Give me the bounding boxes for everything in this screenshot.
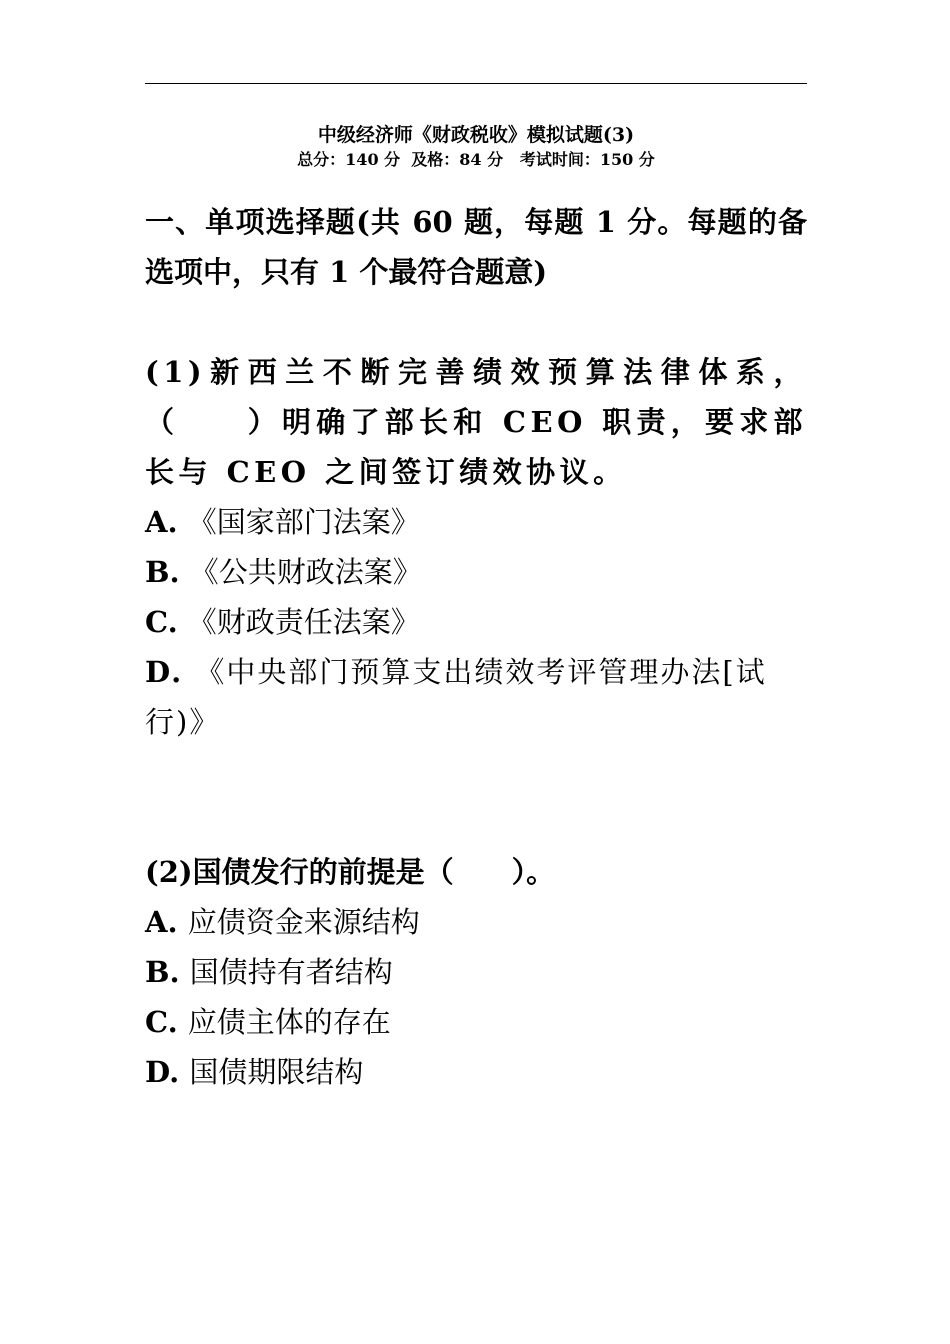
option-text: 应债资金来源结构 [187,905,420,939]
exam-meta: 总分：140 分 及格：84 分 考试时间：150 分 [297,150,655,169]
option-a [145,897,807,947]
option-letter: C. [145,605,178,639]
option-d [145,1047,807,1097]
section-heading: 一、单项选择题(共 60 题，每题 1 分。每题的备选项中，只有 1 个最符合题意) [145,205,807,289]
document-title: 中级经济师《财政税收》模拟试题(3) [317,124,635,146]
option-b [145,547,807,597]
option-c [145,597,807,647]
option-letter: A. [145,505,178,539]
question-number: (2) [145,855,193,889]
option-text: 《中央部门预算支出绩效考评管理办法[试行)》 [145,655,767,739]
document-body [145,197,807,1097]
option-b [145,947,807,997]
option-text: 国债持有者结构 [189,955,393,989]
question-2 [145,847,807,1097]
option-text: 《公共财政法案》 [189,555,422,589]
question-number: (1) [145,355,207,389]
question-text: 新西兰不断完善绩效预算法律体系，（ ）明确了部长和 CEO 职责，要求部长与 CEO 之间签订绩效协议。 [145,355,807,489]
option-text: 国债期限结构 [189,1055,364,1089]
question-stem [145,847,807,897]
option-letter: B. [145,955,180,989]
question-1 [145,347,807,747]
question-text: 国债发行的前提是（ ）。 [192,855,556,889]
option-d [145,647,807,747]
option-text: 《财政责任法案》 [187,605,420,639]
option-letter: D. [145,655,184,689]
option-letter: B. [145,555,180,589]
option-a [145,497,807,547]
option-letter: C. [145,1005,178,1039]
option-text: 应债主体的存在 [187,1005,391,1039]
question-stem [145,347,807,497]
header-rule [145,83,807,84]
option-letter: D. [145,1055,180,1089]
option-text: 《国家部门法案》 [187,505,420,539]
option-c [145,997,807,1047]
option-letter: A. [145,905,178,939]
